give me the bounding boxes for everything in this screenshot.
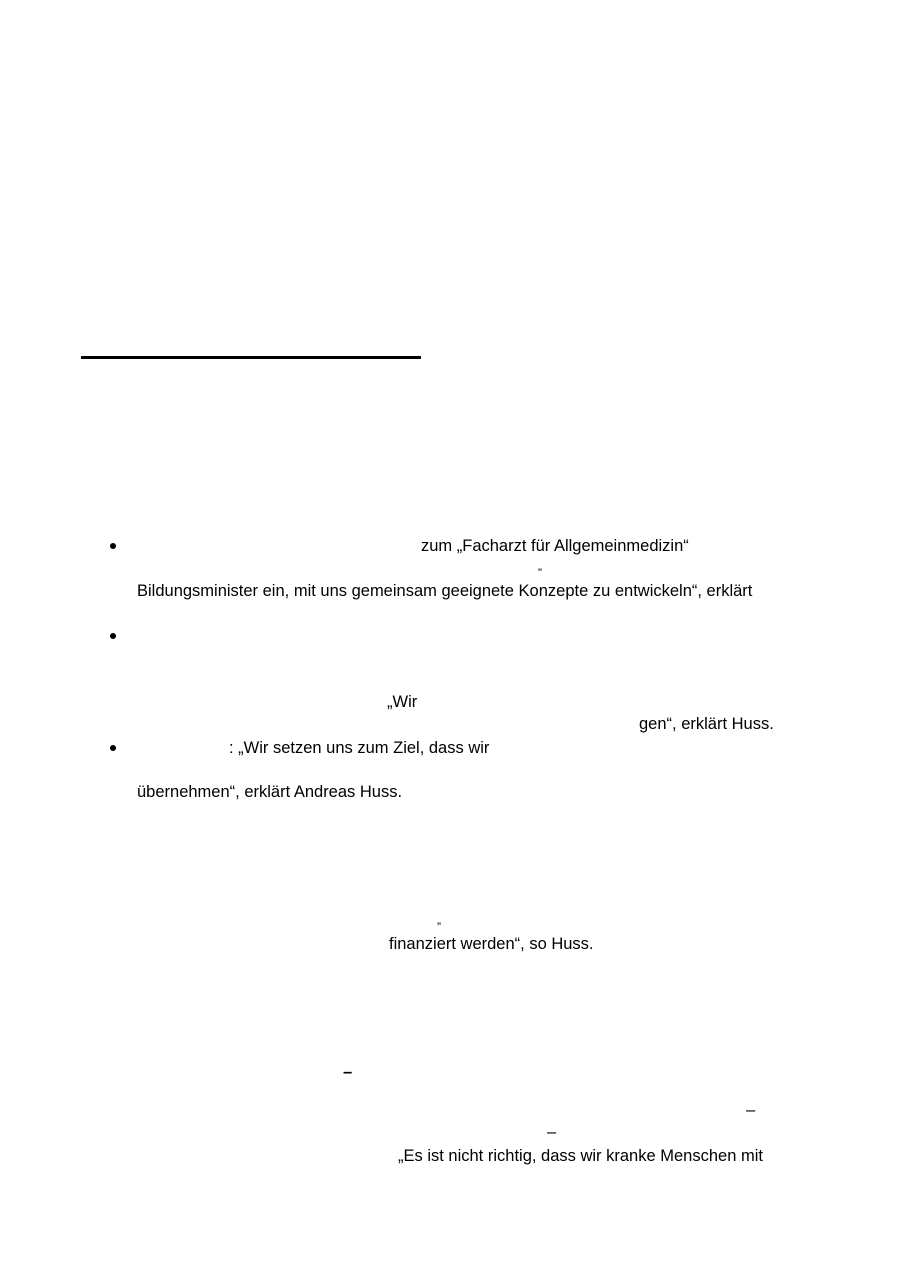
dash-mark-3: – <box>547 1123 557 1141</box>
quote-mark-1: ” <box>538 566 542 580</box>
text-line-erklaert-huss: gen“, erklärt Huss. <box>639 715 774 733</box>
text-line-wir: „Wir <box>387 693 418 711</box>
dash-mark-1: – <box>343 1063 353 1081</box>
quote-mark-2: ” <box>437 920 441 934</box>
text-line-bildungsminister: Bildungsminister ein, mit uns gemeinsam geeignete Konzepte zu entwickeln“, erklärt <box>137 582 753 600</box>
dash-mark-2: – <box>746 1101 756 1119</box>
text-line-kranke-menschen: „Es ist nicht richtig, dass wir kranke Menschen mit <box>398 1147 763 1165</box>
text-line-finanziert: finanziert werden“, so Huss. <box>389 935 594 953</box>
bullet-point-2 <box>110 633 116 639</box>
text-line-uebernehmen: übernehmen“, erklärt Andreas Huss. <box>137 783 403 801</box>
heading-underline-rule <box>81 356 421 359</box>
text-line-facharzt: zum „Facharzt für Allgemeinmedizin“ <box>421 537 689 555</box>
bullet-point-3 <box>110 745 116 751</box>
bullet-point-1 <box>110 543 116 549</box>
text-line-ziel: : „Wir setzen uns zum Ziel, dass wir <box>229 739 490 757</box>
